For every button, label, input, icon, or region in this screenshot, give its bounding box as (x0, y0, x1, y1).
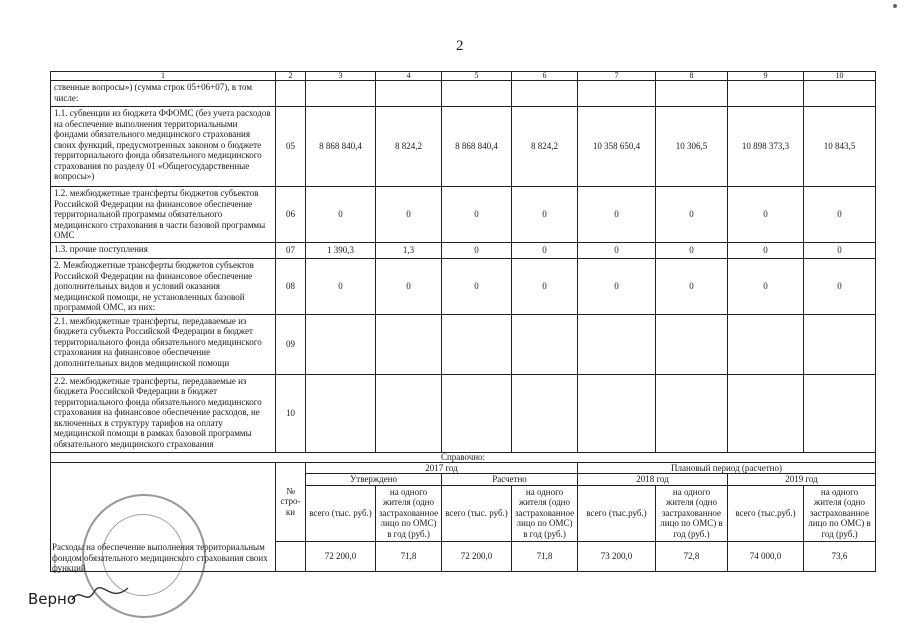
value-cell: 72 200,0 (442, 541, 512, 571)
table-row (51, 187, 876, 243)
value-cell: 10 843,5 (804, 107, 876, 187)
value-cell: 0 (512, 243, 578, 259)
spravochno-row-label: Расходы на обеспечение выполнения территориальным фондом обязательного медицинского страхования своих функций (52, 542, 268, 573)
value-cell: 0 (578, 259, 656, 315)
value-cell: 0 (442, 187, 512, 243)
value-cell (578, 374, 656, 452)
col-total: всего (тыс. руб.) (442, 485, 512, 541)
value-cell (376, 374, 442, 452)
spravochno-title-row (51, 452, 876, 462)
col-num: 4 (376, 72, 442, 81)
col-num: 3 (306, 72, 376, 81)
value-cell: 0 (656, 243, 728, 259)
row-code: 05 (276, 107, 306, 187)
plan-period-header: Плановый период (расчетно) (578, 462, 876, 474)
page-number: 2 (456, 38, 464, 54)
value-cell: 0 (728, 243, 804, 259)
value-cell (728, 374, 804, 452)
col-num: 10 (804, 72, 876, 81)
col-total: всего (тыс.руб.) (728, 485, 804, 541)
value-cell (306, 81, 376, 107)
verno-mark: Верно (28, 590, 77, 608)
value-cell (804, 81, 876, 107)
table-row (51, 374, 876, 452)
row-num-header: № стро-ки (276, 462, 306, 541)
value-cell: 0 (804, 243, 876, 259)
value-cell: 0 (306, 259, 376, 315)
value-cell: 8 824,2 (376, 107, 442, 187)
value-cell: 8 868 840,4 (306, 107, 376, 187)
value-cell: 0 (306, 187, 376, 243)
value-cell: 0 (512, 259, 578, 315)
col-num: 9 (728, 72, 804, 81)
row-code (276, 541, 306, 571)
raschetno-header: Расчетно (442, 474, 578, 486)
table-row (51, 243, 876, 259)
row-label: 2.2. межбюджетные трансферты, передаваемые из бюджета Российской Федерации в бюджет территориального фонда обязательного медицинского страхования на финансовое обеспечение расходов, не включенных в структуру тарифов на оплату медицинской помощи в рамках базовой программы обязательного медицинского страхования (51, 374, 276, 452)
table-row (51, 259, 876, 315)
value-cell: 71,8 (512, 541, 578, 571)
value-cell: 1 390,3 (306, 243, 376, 259)
value-cell: 0 (376, 259, 442, 315)
value-cell: 0 (804, 187, 876, 243)
value-cell: 72 200,0 (306, 541, 376, 571)
value-cell (656, 81, 728, 107)
value-cell: 0 (728, 259, 804, 315)
value-cell: 73 200,0 (578, 541, 656, 571)
col-num: 6 (512, 72, 578, 81)
row-label: 1.2. межбюджетные трансферты бюджетов субъектов Российской Федерации на финансовое обеспечение территориальной программы обязательного медицинского страхования в части базовой программы ОМС (51, 187, 276, 243)
value-cell (656, 314, 728, 374)
value-cell: 0 (376, 187, 442, 243)
value-cell: 10 306,5 (656, 107, 728, 187)
col-total: всего (тыс.руб.) (578, 485, 656, 541)
value-cell: 8 824,2 (512, 107, 578, 187)
value-cell (804, 314, 876, 374)
value-cell: 10 358 650,4 (578, 107, 656, 187)
budget-table (50, 71, 876, 572)
col-num: 2 (276, 72, 306, 81)
col-num: 8 (656, 72, 728, 81)
value-cell: 1,3 (376, 243, 442, 259)
value-cell (376, 81, 442, 107)
col-num: 5 (442, 72, 512, 81)
value-cell: 8 868 840,4 (442, 107, 512, 187)
value-cell: 73,6 (804, 541, 876, 571)
value-cell: 0 (442, 243, 512, 259)
spravochno-title: Справочно: (51, 452, 876, 462)
row-code (276, 81, 306, 107)
value-cell: 72,8 (656, 541, 728, 571)
col-per-capita: на одного жителя (одно застрахованное лицо по ОМС) в год (руб.) (656, 485, 728, 541)
value-cell (306, 374, 376, 452)
year-2019-header: 2019 год (728, 474, 876, 486)
value-cell (442, 314, 512, 374)
row-code: 08 (276, 259, 306, 315)
utverzhdeno-header: Утверждено (306, 474, 442, 486)
year-2017-header: 2017 год (306, 462, 578, 474)
value-cell: 0 (656, 259, 728, 315)
column-number-row (51, 72, 876, 81)
value-cell: 0 (442, 259, 512, 315)
value-cell (728, 81, 804, 107)
value-cell (376, 314, 442, 374)
row-label: ственные вопросы») (сумма строк 05+06+07), в том числе: (51, 81, 276, 107)
table-row (51, 107, 876, 187)
col-num: 7 (578, 72, 656, 81)
signature-mark (70, 582, 130, 608)
value-cell (578, 314, 656, 374)
scan-speck (893, 4, 897, 8)
value-cell (804, 374, 876, 452)
row-label: 2.1. межбюджетные трансферты, передаваемые из бюджета субъекта Российской Федерации в бюджет территориального фонда обязательного медицинского страхования на финансовое обеспечение дополнительных видов медицинской помощи (51, 314, 276, 374)
col-per-capita: на одного жителя (одно застрахованное лицо по ОМС) в год (руб.) (804, 485, 876, 541)
row-code: 10 (276, 374, 306, 452)
value-cell: 0 (656, 187, 728, 243)
row-code: 06 (276, 187, 306, 243)
value-cell (306, 314, 376, 374)
value-cell (442, 81, 512, 107)
value-cell: 0 (578, 187, 656, 243)
value-cell: 74 000,0 (728, 541, 804, 571)
col-per-capita: на одного жителя (одно застрахованное лицо по ОМС) в год (руб.) (512, 485, 578, 541)
row-label: 2. Межбюджетные трансферты бюджетов субъектов Российской Федерации на финансовое обеспечение дополнительных видов и условий оказания медицинской помощи, не установленных базовой программой ОМС, из них: (51, 259, 276, 315)
col-num: 1 (51, 72, 276, 81)
table-row (51, 314, 876, 374)
col-per-capita: на одного жителя (одно застрахованное лицо по ОМС) в год (руб.) (376, 485, 442, 541)
value-cell (728, 314, 804, 374)
value-cell: 0 (728, 187, 804, 243)
value-cell: 0 (512, 187, 578, 243)
value-cell (512, 314, 578, 374)
year-2018-header: 2018 год (578, 474, 728, 486)
value-cell (442, 374, 512, 452)
value-cell (656, 374, 728, 452)
value-cell: 10 898 373,3 (728, 107, 804, 187)
value-cell: 0 (578, 243, 656, 259)
value-cell (512, 81, 578, 107)
row-label: 1.3. прочие поступления (51, 243, 276, 259)
value-cell: 0 (804, 259, 876, 315)
spravochno-year-row (51, 462, 876, 474)
row-code: 09 (276, 314, 306, 374)
col-total: всего (тыс. руб.) (306, 485, 376, 541)
row-label: 1.1. субвенции из бюджета ФФОМС (без учета расходов на обеспечение выполнения территориальными фондами обязательного медицинского страхования своих функций, предусмотренных законом о бюджете территориального фонда обязательного медицинского страхования по разделу 01 «Общегосударственные вопросы») (51, 107, 276, 187)
value-cell: 71,8 (376, 541, 442, 571)
row-code: 07 (276, 243, 306, 259)
table-row (51, 81, 876, 107)
value-cell (512, 374, 578, 452)
value-cell (578, 81, 656, 107)
